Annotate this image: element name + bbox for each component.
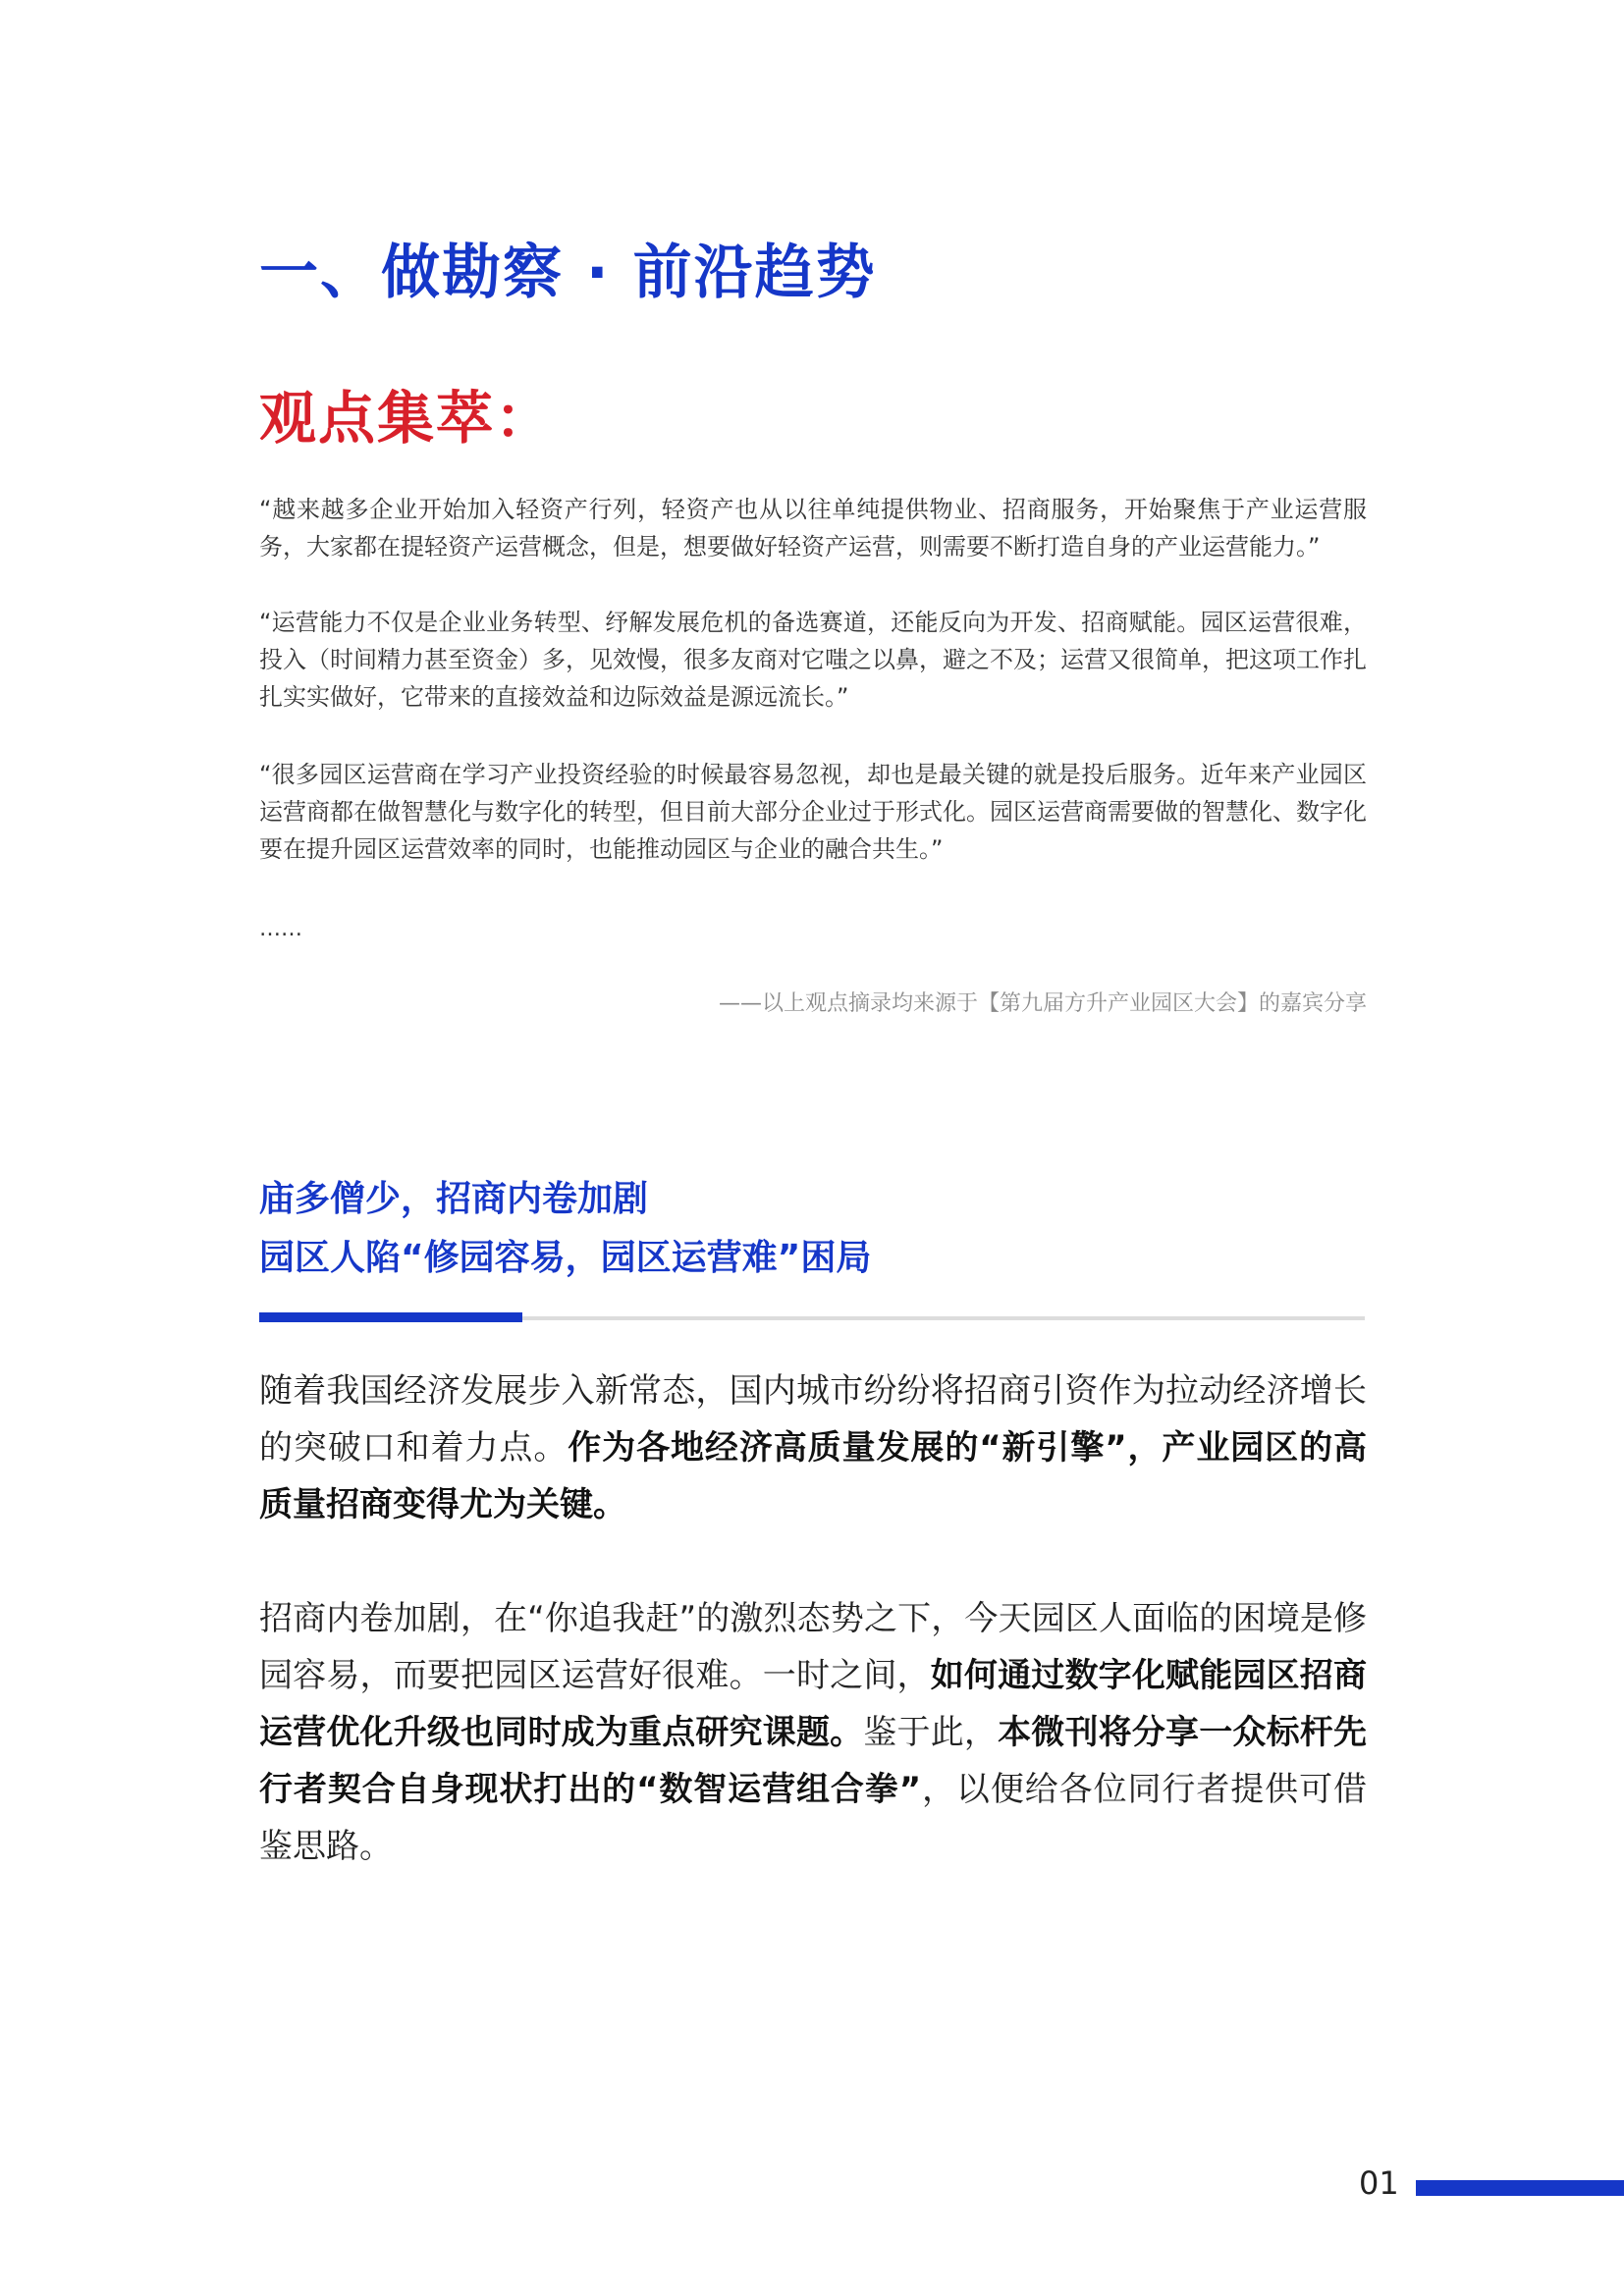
paragraph-2-emphasis-1: 如何通过数字化赋能园区招商运营优化升级也同时成为重点研究课题。 [259,1656,1367,1752]
section-title: 一、做勘察 · 前沿趋势 [259,239,877,307]
quote-2: “运营能力不仅是企业业务转型、纾解发展危机的备选赛道，还能反向为开发、招商赋能。园区运营很难，投入（时间精力甚至资金）多，见效慢，很多友商对它嗤之以鼻，避之不及；运营又很简单，把这项工作扎扎实实做好，它带来的直接效益和边际效益是源远流长。” [259,609,1367,711]
quote-1: “越来越多企业开始加入轻资产行列，轻资产也从以往单纯提供物业、招商服务，开始聚焦于产业运营服务，大家都在提轻资产运营概念，但是，想要做好轻资产运营，则需要不断打造自身的产业运营能力。” [259,496,1367,561]
page-number-bar [1416,2180,1624,2196]
page-number: 01 [1359,2164,1399,2202]
paragraph-1-text: 随着我国经济发展步入新常态，国内城市纷纷将招商引资作为拉动经济增长的突破口和着力点。 [259,1371,1367,1468]
quote-3: “很多园区运营商在学习产业投资经验的时候最容易忽视，却也是最关键的就是投后服务。近年来产业园区运营商都在做智慧化与数字化的转型，但目前大部分企业过于形式化。园区运营商需要做的智慧化、数字化要在提升园区运营效率的同时，也能推动园区与企业的融合共生。” [259,761,1367,863]
quotes-ellipsis: …… [259,917,302,941]
body-paragraph-1 [259,1362,1367,1533]
quotes-title: 观点集萃： [259,385,555,452]
paragraph-2-emphasis-2: 本微刊将分享一众标杆先行者契合自身现状打出的“数智运营组合拳” [259,1713,1367,1809]
sub-heading-line-2: 园区人陷“修园容易，园区运营难”困局 [259,1238,872,1278]
paragraph-1-emphasis: 作为各地经济高质量发展的“新引擎”，产业园区的高质量招商变得尤为关键。 [259,1428,1367,1524]
body-paragraph-2 [259,1590,1367,1875]
section-divider-accent [259,1312,522,1322]
sub-heading [259,1170,871,1288]
paragraph-2-text-1: 招商内卷加剧，在“你追我赶”的激烈态势之下，今天园区人面临的困境是修园容易，而要把园区运营好很难。一时之间， [259,1599,1367,1695]
quotes-source-note: ——以上观点摘录均来源于【第九届方升产业园区大会】的嘉宾分享 [718,991,1367,1016]
paragraph-2-text-2: 鉴于此， [863,1713,999,1752]
paragraph-2-text-3: ，以便给各位同行者提供可借鉴思路。 [259,1770,1367,1866]
sub-heading-line-1: 庙多僧少，招商内卷加剧 [259,1179,649,1219]
